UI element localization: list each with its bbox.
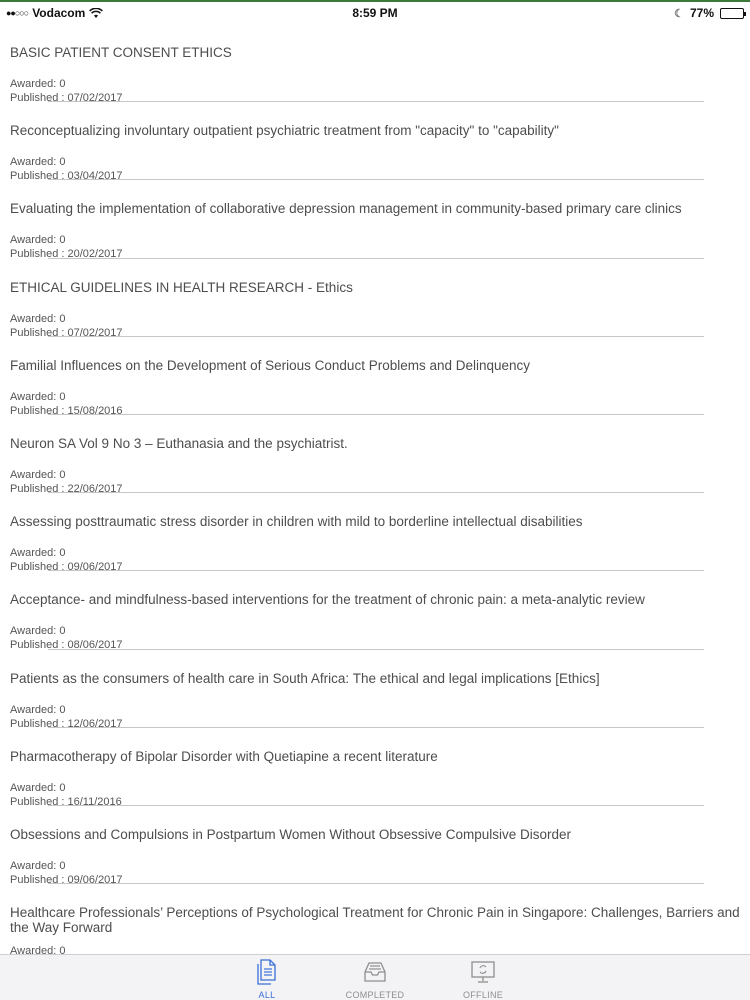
- item-awarded: Awarded: 0: [10, 781, 66, 794]
- course-list[interactable]: [0, 24, 750, 954]
- item-title: BASIC PATIENT CONSENT ETHICS: [10, 45, 232, 60]
- item-awarded: Awarded: 0: [10, 234, 66, 247]
- status-bar: [0, 0, 750, 24]
- tab-offline-label: OFFLINE: [462, 990, 504, 1000]
- list-item[interactable]: [0, 493, 750, 574]
- battery-percentage: 77%: [689, 6, 714, 20]
- carrier-name: Vodacom: [32, 6, 86, 20]
- battery-icon: [720, 8, 744, 19]
- item-published: Published : 03/04/2017: [10, 170, 123, 183]
- document-list-icon: [254, 958, 280, 986]
- item-published: Published : 15/08/2016: [10, 404, 123, 417]
- tab-all[interactable]: [227, 958, 307, 1000]
- wifi-icon: [89, 8, 103, 19]
- list-item[interactable]: [0, 571, 750, 652]
- tab-bar: [0, 954, 750, 1000]
- item-title: Acceptance- and mindfulness-based interventions for the treatment of chronic pain: a meta-analytic review: [10, 592, 645, 608]
- item-awarded: Awarded: 0: [10, 390, 66, 403]
- item-published: Published : 12/06/2017: [10, 717, 123, 730]
- signal-strength-icon: ●●○○○: [6, 8, 29, 18]
- item-awarded: Awarded: 0: [10, 859, 66, 872]
- list-item[interactable]: [0, 259, 750, 337]
- item-awarded: Awarded: 0: [10, 156, 66, 169]
- tab-all-label: ALL: [258, 990, 276, 1000]
- item-meta: [10, 944, 65, 954]
- status-left: [6, 6, 103, 20]
- list-item[interactable]: [0, 24, 750, 102]
- tab-offline[interactable]: [443, 958, 523, 1000]
- item-awarded: Awarded: 0: [10, 625, 66, 638]
- item-awarded: Awarded: 0: [10, 547, 66, 560]
- item-title: Assessing posttraumatic stress disorder in children with mild to borderline intellectual disabilities: [10, 514, 583, 530]
- item-title: ETHICAL GUIDELINES IN HEALTH RESEARCH - Ethics: [10, 279, 353, 295]
- item-title: Reconceptualizing involuntary outpatient psychiatric treatment from "capacity" to "capability": [10, 123, 559, 139]
- item-awarded: Awarded: 0: [10, 78, 66, 90]
- item-awarded: Awarded: 0: [10, 945, 66, 954]
- item-title: Pharmacotherapy of Bipolar Disorder with Quetiapine a recent literature: [10, 748, 438, 764]
- item-title: Healthcare Professionals’ Perceptions of Psychological Treatment for Chronic Pain in Singapore: Challenges, Barriers and the Way Forward: [10, 905, 740, 936]
- item-awarded: Awarded: 0: [10, 312, 66, 325]
- item-title: Evaluating the implementation of collaborative depression management in community-based primary care clinics: [10, 201, 682, 217]
- item-title: Neuron SA Vol 9 No 3 – Euthanasia and the psychiatrist.: [10, 435, 348, 451]
- list-item[interactable]: [0, 415, 750, 493]
- list-item[interactable]: [0, 806, 750, 884]
- item-published: Published : 20/02/2017: [10, 248, 123, 261]
- list-item[interactable]: [0, 180, 750, 261]
- tab-completed[interactable]: [335, 958, 415, 1000]
- item-title: Familial Influences on the Development of Serious Conduct Problems and Delinquency: [10, 357, 531, 373]
- item-published: Published : 09/06/2017: [10, 561, 123, 574]
- list-item[interactable]: [0, 337, 750, 415]
- list-item[interactable]: [0, 650, 750, 728]
- list-item[interactable]: [0, 102, 750, 183]
- status-time: 8:59 PM: [352, 6, 398, 20]
- item-published: Published : 16/11/2016: [10, 795, 122, 808]
- monitor-sync-icon: [470, 958, 496, 986]
- list-item[interactable]: [0, 884, 750, 954]
- tab-completed-label: COMPLETED: [345, 990, 405, 1000]
- inbox-tray-icon: [362, 958, 388, 986]
- item-published: Published : 22/06/2017: [10, 482, 123, 495]
- item-published: Published : 07/02/2017: [10, 326, 123, 339]
- item-title: Obsessions and Compulsions in Postpartum Women Without Obsessive Compulsive Disorder: [10, 826, 571, 842]
- item-published: Published : 08/06/2017: [10, 639, 123, 652]
- item-published: Published : 07/02/2017: [10, 92, 123, 104]
- item-published: Published : 09/06/2017: [10, 873, 123, 886]
- item-awarded: Awarded: 0: [10, 468, 66, 481]
- do-not-disturb-icon: ☾: [674, 7, 684, 20]
- item-title: Patients as the consumers of health care in South Africa: The ethical and legal implications [Ethics]: [10, 670, 600, 686]
- list-item[interactable]: [0, 728, 750, 806]
- status-right: [674, 6, 744, 20]
- item-awarded: Awarded: 0: [10, 703, 66, 716]
